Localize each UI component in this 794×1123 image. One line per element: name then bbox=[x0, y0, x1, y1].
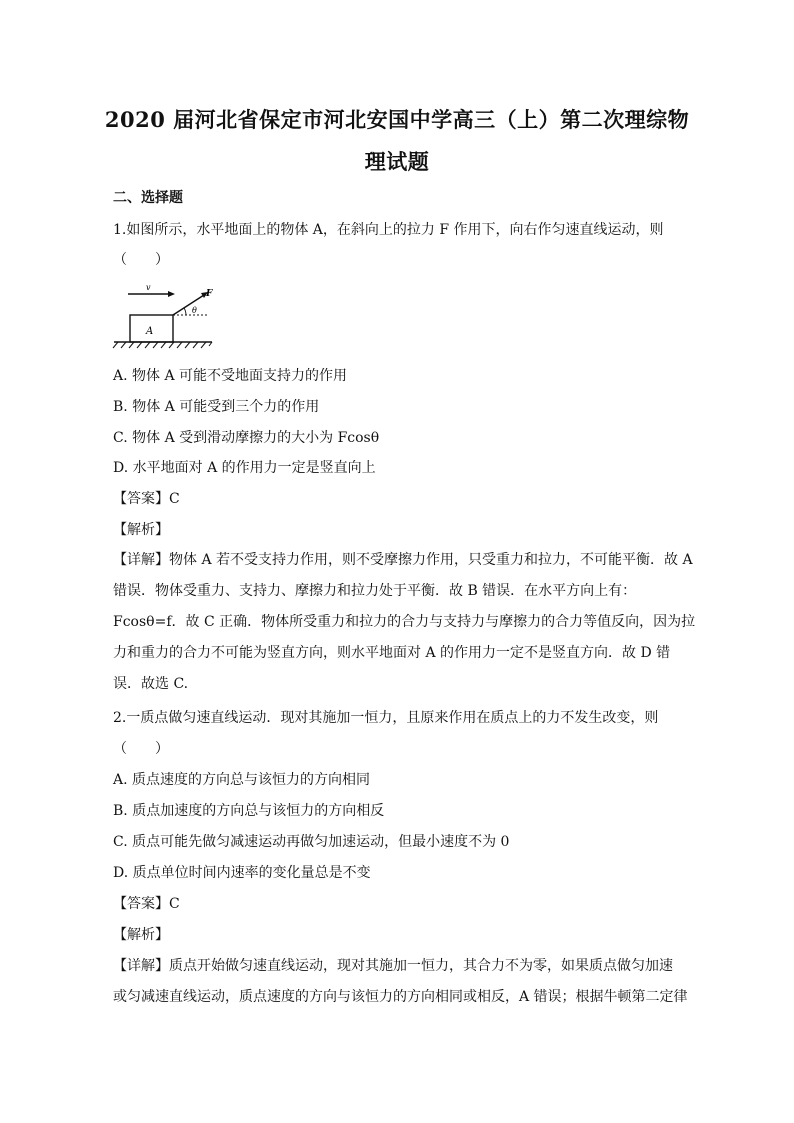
q1-detail-line-2: 错误．物体受重力、支持力、摩擦力和拉力处于平衡．故 B 错误．在水平方向上有： bbox=[113, 583, 637, 599]
angle-label: θ bbox=[192, 306, 197, 315]
q2-stem-line-1: 2.一质点做匀速直线运动．现对其施加一恒力，且原来作用在质点上的力不发生改变，则 bbox=[113, 710, 659, 726]
q2-option-d: D. 质点单位时间内速率的变化量总是不变 bbox=[113, 865, 371, 881]
q2-option-b: B. 质点加速度的方向总与该恒力的方向相反 bbox=[113, 803, 385, 819]
q1-option-a: A. 物体 A 可能不受地面支持力的作用 bbox=[113, 368, 348, 384]
q2-stem-line-2: （ ） bbox=[113, 741, 169, 757]
angle-arc bbox=[184, 308, 186, 315]
q2-option-c: C. 质点可能先做匀减速运动再做匀加速运动，但最小速度不为 0 bbox=[113, 834, 510, 850]
ground-hatching bbox=[113, 342, 212, 348]
q1-detail-line-1: 【详解】物体 A 若不受支持力作用，则不受摩擦力作用，只受重力和拉力，不可能平衡．故 A bbox=[113, 552, 693, 568]
q2-option-a: A. 质点速度的方向总与该恒力的方向相同 bbox=[113, 772, 371, 788]
q2-detail-line-2: 或匀减速直线运动，质点速度的方向与该恒力的方向相同或相反，A 错误；根据牛顿第二定律 bbox=[113, 989, 688, 1005]
q1-detail-line-4: 力和重力的合力不可能为竖直方向，则水平地面对 A 的作用力一定不是竖直方向．故 D 错 bbox=[113, 645, 671, 661]
q1-figure bbox=[112, 284, 222, 354]
q1-stem-line-1: 1.如图所示，水平地面上的物体 A，在斜向上的拉力 F 作用下，向右作匀速直线运动，则 bbox=[113, 222, 664, 238]
q1-stem-line-2: （ ） bbox=[113, 252, 169, 268]
block-a-label: A bbox=[146, 326, 154, 337]
q1-analysis-heading: 【解析】 bbox=[113, 522, 169, 538]
section-heading: 二、选择题 bbox=[113, 190, 183, 206]
q1-option-c: C. 物体 A 受到滑动摩擦力的大小为 Fcosθ bbox=[113, 430, 380, 446]
q2-detail-line-1: 【详解】质点开始做匀速直线运动，现对其施加一恒力，其合力不为零，如果质点做匀加速 bbox=[113, 958, 673, 974]
q1-option-b: B. 物体 A 可能受到三个力的作用 bbox=[113, 399, 320, 415]
q2-analysis-heading: 【解析】 bbox=[113, 927, 169, 943]
document-title-line-1: 2020 届河北省保定市河北安国中学高三（上）第二次理综物 bbox=[104, 107, 690, 132]
q1-detail-line-5: 误．故选 C. bbox=[113, 676, 189, 692]
q1-answer: 【答案】C bbox=[113, 491, 180, 507]
velocity-label: v bbox=[146, 284, 151, 292]
q2-answer: 【答案】C bbox=[113, 896, 180, 912]
q1-option-d: D. 水平地面对 A 的作用力一定是竖直向上 bbox=[113, 460, 376, 476]
force-arrow bbox=[173, 295, 204, 315]
q1-detail-line-3: Fcosθ=f．故 C 正确．物体所受重力和拉力的合力与支持力与摩擦力的合力等值反向，因为拉 bbox=[113, 614, 696, 630]
document-title-line-2: 理试题 bbox=[364, 149, 430, 174]
velocity-arrowhead bbox=[168, 291, 175, 297]
force-label: F bbox=[206, 289, 213, 299]
